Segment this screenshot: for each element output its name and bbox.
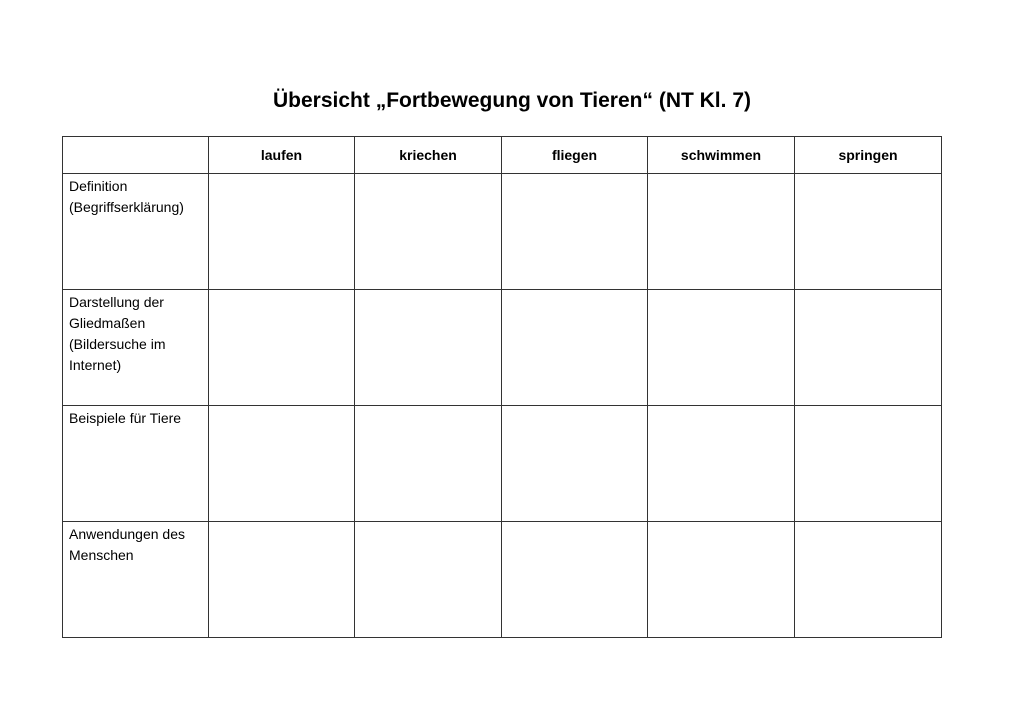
column-header-springen: springen <box>795 137 942 174</box>
table-cell <box>355 406 502 522</box>
table-cell <box>209 290 355 406</box>
row-label-line: (Bildersuche im <box>69 336 166 352</box>
table-cell <box>502 406 648 522</box>
page-title: Übersicht „Fortbewegung von Tieren“ (NT Kl. 7) <box>273 89 751 112</box>
header-row <box>63 137 942 174</box>
table-cell <box>209 522 355 638</box>
table-cell <box>795 406 942 522</box>
table-cell <box>795 522 942 638</box>
row-label-darstellung <box>63 290 209 406</box>
row-label-definition <box>63 174 209 290</box>
table-row <box>63 290 942 406</box>
row-label-beispiele <box>63 406 209 522</box>
row-label-line: Definition <box>69 178 128 194</box>
row-label-anwendungen <box>63 522 209 638</box>
row-label-line: Darstellung der <box>69 294 164 310</box>
table-cell <box>502 174 648 290</box>
table-cell <box>648 522 795 638</box>
table-cell <box>502 522 648 638</box>
row-label-line: Gliedmaßen <box>69 315 146 331</box>
row-label-line: Anwendungen des <box>69 526 185 542</box>
table-cell <box>648 290 795 406</box>
column-header-fliegen: fliegen <box>502 137 648 174</box>
row-label-line: (Begriffserklärung) <box>69 199 184 215</box>
overview-table <box>62 136 942 638</box>
column-header-schwimmen: schwimmen <box>648 137 795 174</box>
table-cell <box>355 290 502 406</box>
table-cell <box>795 174 942 290</box>
table-row <box>63 522 942 638</box>
row-label-line: Beispiele für Tiere <box>69 410 182 426</box>
table-row <box>63 174 942 290</box>
table-row <box>63 406 942 522</box>
table-cell <box>355 174 502 290</box>
column-header-kriechen: kriechen <box>355 137 502 174</box>
row-label-line: Menschen <box>69 547 134 563</box>
table-cell <box>209 406 355 522</box>
header-corner-cell <box>63 137 209 174</box>
table-cell <box>795 290 942 406</box>
table-cell <box>648 406 795 522</box>
table-cell <box>648 174 795 290</box>
table-cell <box>209 174 355 290</box>
table-cell <box>502 290 648 406</box>
row-label-line: Internet) <box>69 357 122 373</box>
table-cell <box>355 522 502 638</box>
column-header-laufen: laufen <box>209 137 355 174</box>
